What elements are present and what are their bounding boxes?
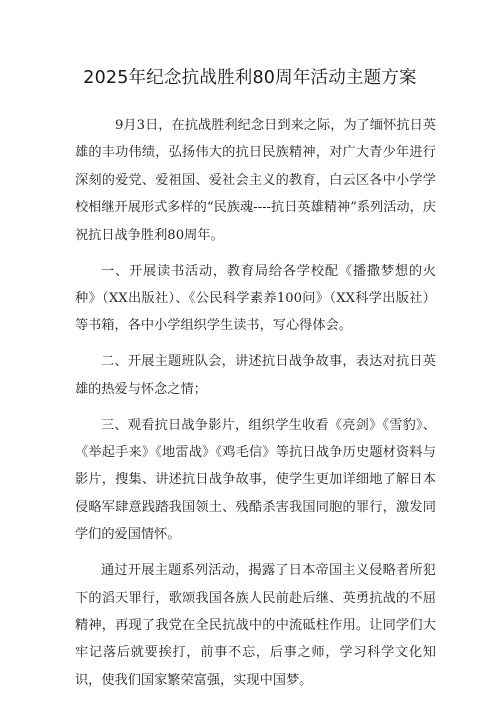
document-title: 2025年纪念抗战胜利80周年活动主题方案 <box>83 68 417 88</box>
paragraph-reading-activity: 一、开展读书活动，教育局给各学校配《播撒梦想的火种》（XX出版社）、《公民科学素养100问》（XX科学出版社）等书箱，各中小学组织学生读书，写心得体会。 <box>75 263 436 334</box>
paragraph-film-viewing: 三、观看抗日战争影片，组织学生收看《亮剑》《雪豹》、《举起手来》《地雷战》《鸡毛信》等抗日战争历史题材资料与影片，搜集、讲述抗日战争故事，使学生更加详细地了解日本侵略军肆意践踏我国领土、残酷杀害我国同胞的罪行，激发同学们的爱国情怀。 <box>75 417 436 543</box>
paragraph-class-meeting: 二、开展主题班队会，讲述抗日战争故事，表达对抗日英雄的热爱与怀念之情； <box>75 354 436 397</box>
paragraph-intro: 9月3日，在抗战胜利纪念日到来之际，为了缅怀抗日英雄的丰功伟绩，弘扬伟大的抗日民族精神，对广大青少年进行深刻的爱党、爱祖国、爱社会主义的教育，白云区各中小学学校相继开展形式多样的“民族魂----抗日英雄精神”系列活动，庆祝抗日战争胜利80周年。 <box>75 118 436 243</box>
document-body <box>75 112 436 703</box>
paragraph-conclusion: 通过开展主题系列活动，揭露了日本帝国主义侵略者所犯下的滔天罪行，歌颂我国各族人民前赴后继、英勇抗战的不屈精神，再现了我党在全民抗战中的中流砥柱作用。让同学们大牢记落后就要挨打，前事不忘，后事之师，学习科学文化知识，使我们国家繁荣富强，实现中国梦。 <box>75 563 436 688</box>
